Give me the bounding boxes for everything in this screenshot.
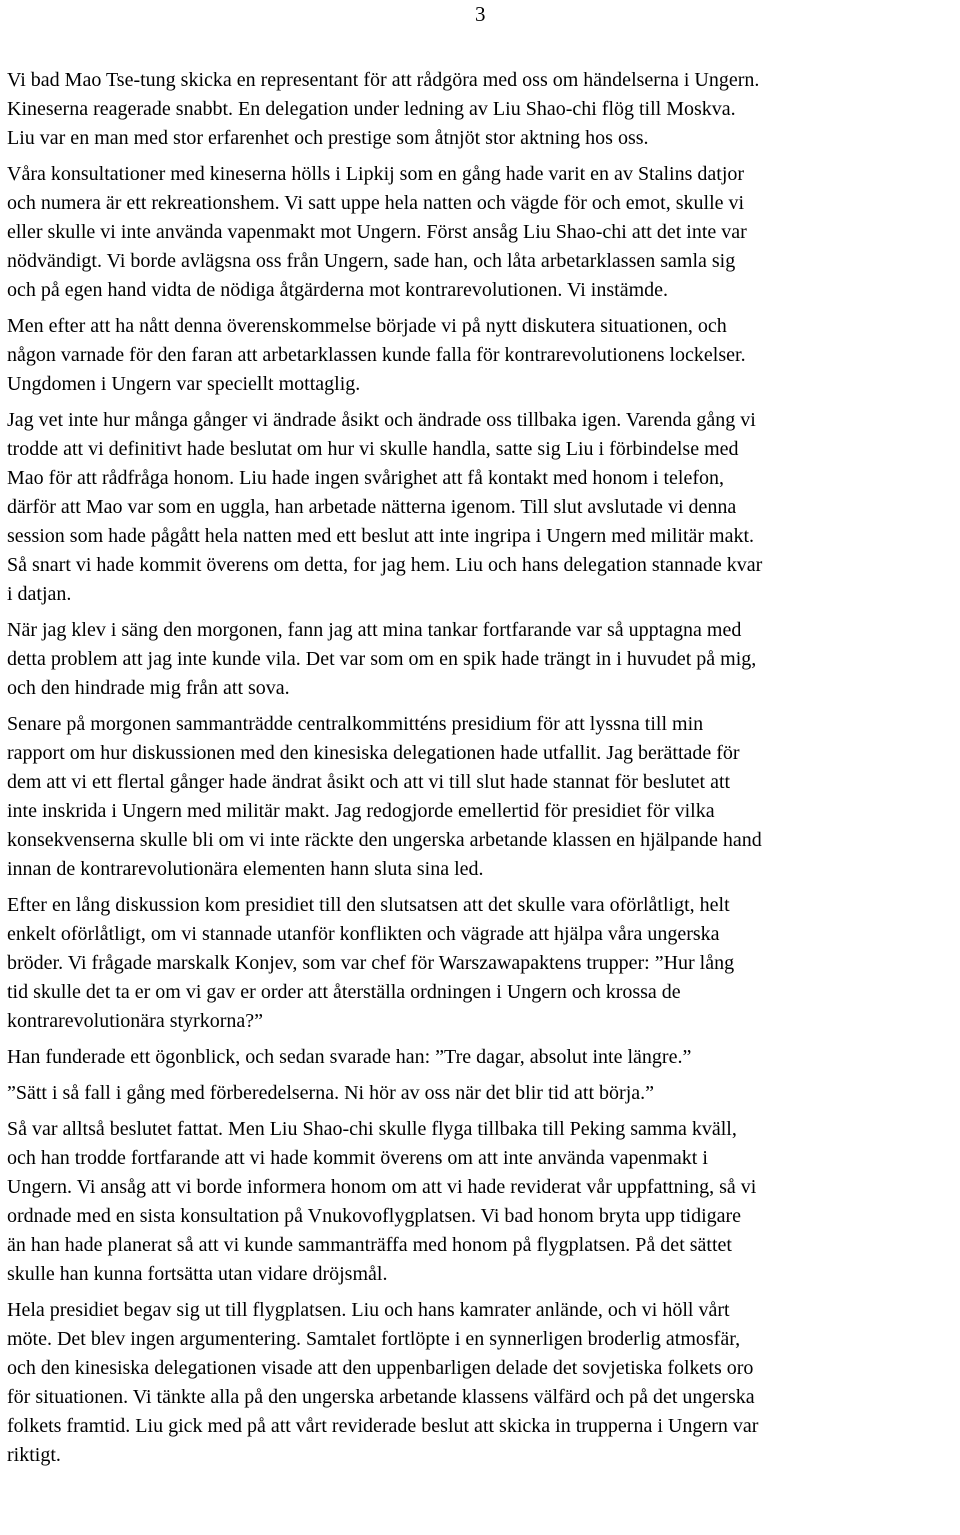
text-line: Ungdomen i Ungern var speciellt mottaglig. (7, 373, 361, 395)
paragraph (7, 312, 957, 399)
text-line: rapport om hur diskussionen med den kinesiska delegationen hade utfallit. Jag berättade för (7, 742, 740, 764)
paragraph (7, 1115, 957, 1289)
text-line: tid skulle det ta er om vi gav er order att återställa ordningen i Ungern och krossa de (7, 981, 681, 1003)
text-line: möte. Det blev ingen argumentering. Samtalet fortlöpte i en synnerligen broderlig atmosfär, (7, 1328, 741, 1350)
text-line: Så snart vi hade kommit överens om detta, for jag hem. Liu och hans delegation stannade kvar (7, 554, 763, 576)
text-line: När jag klev i säng den morgonen, fann jag att mina tankar fortfarande var så upptagna med (7, 619, 742, 641)
text-line: riktigt. (7, 1444, 61, 1466)
paragraph (7, 710, 957, 884)
text-line: folkets framtid. Liu gick med på att vårt reviderade beslut att skicka in trupperna i Ungern var (7, 1415, 759, 1437)
text-line: konsekvenserna skulle bli om vi inte räckte den ungerska arbetande klassen en hjälpande hand (7, 829, 762, 851)
paragraph (7, 66, 957, 153)
text-line: och den kinesiska delegationen visade att den uppenbarligen delade det sovjetiska folkets oro (7, 1357, 754, 1379)
text-line: för situationen. Vi tänkte alla på den ungerska arbetande klassens välfärd och på det ungerska (7, 1386, 755, 1408)
text-line: ordnade med en sista konsultation på Vnukovoflygplatsen. Vi bad honom bryta upp tidigare (7, 1205, 742, 1227)
text-line: session som hade pågått hela natten med ett beslut att inte ingripa i Ungern med militär makt. (7, 525, 755, 547)
paragraph (7, 406, 957, 609)
text-line: än han hade planerat så att vi kunde sammanträffa med honom på flygplatsen. På det sättet (7, 1234, 732, 1256)
paragraph (7, 616, 957, 703)
text-line: någon varnade för den faran att arbetarklassen kunde falla för kontrarevolutionens lockelser. (7, 344, 746, 366)
text-line: Vi bad Mao Tse-tung skicka en representant för att rådgöra med oss om händelserna i Ungern. (7, 69, 760, 91)
text-line: skulle han kunna fortsätta utan vidare dröjsmål. (7, 1263, 388, 1285)
paragraph (7, 1043, 957, 1072)
paragraph (7, 1296, 957, 1470)
text-line: Jag vet inte hur många gånger vi ändrade åsikt och ändrade oss tillbaka igen. Varenda gång vi (7, 409, 756, 431)
text-line: dem att vi ett flertal gånger hade ändrat åsikt och att vi till slut hade stannat för beslutet att (7, 771, 731, 793)
document-body (7, 66, 957, 1477)
text-line: bröder. Vi frågade marskalk Konjev, som var chef för Warszawapaktens trupper: ”Hur lång (7, 952, 735, 974)
paragraph (7, 160, 957, 305)
text-line: detta problem att jag inte kunde vila. Det var som om en spik hade trängt in i huvudet på mig, (7, 648, 757, 670)
text-line: Hela presidiet begav sig ut till flygplatsen. Liu och hans kamrater anlände, och vi höll vårt (7, 1299, 730, 1321)
text-line: Ungern. Vi ansåg att vi borde informera honom om att vi hade reviderat vår uppfattning, så vi (7, 1176, 757, 1198)
paragraph (7, 1079, 957, 1108)
text-line: Senare på morgonen sammanträdde centralkommitténs presidium för att lyssna till min (7, 713, 704, 735)
page-number: 3 (475, 2, 486, 26)
text-line: och på egen hand vidta de nödiga åtgärderna mot kontrarevolutionen. Vi instämde. (7, 279, 669, 301)
text-line: ”Sätt i så fall i gång med förberedelserna. Ni hör av oss när det blir tid att börja.” (7, 1082, 655, 1104)
text-line: och han trodde fortfarande att vi hade kommit överens om att inte använda vapenmakt i (7, 1147, 708, 1169)
text-line: och numera är ett rekreationshem. Vi satt uppe hela natten och vägde för och emot, skulle vi (7, 192, 745, 214)
text-line: enkelt oförlåtligt, om vi stannade utanför konflikten och vägrade att hjälpa våra ungerska (7, 923, 720, 945)
text-line: innan de kontrarevolutionära elementen hann sluta sina led. (7, 858, 484, 880)
text-line: inte inskrida i Ungern med militär makt. Jag redogjorde emellertid för presidiet för vilka (7, 800, 715, 822)
paragraph (7, 891, 957, 1036)
text-line: Mao för att rådfråga honom. Liu hade ingen svårighet att få kontakt med honom i telefon, (7, 467, 725, 489)
text-line: Våra konsultationer med kineserna hölls i Lipkij som en gång hade varit en av Stalins datjor (7, 163, 745, 185)
text-line: Liu var en man med stor erfarenhet och prestige som åtnjöt stor aktning hos oss. (7, 127, 649, 149)
text-line: Han funderade ett ögonblick, och sedan svarade han: ”Tre dagar, absolut inte längre.” (7, 1046, 692, 1068)
text-line: Men efter att ha nått denna överenskommelse började vi på nytt diskutera situationen, och (7, 315, 727, 337)
text-line: i datjan. (7, 583, 72, 605)
text-line: därför att Mao var som en uggla, han arbetade nätterna igenom. Till slut avslutade vi denna (7, 496, 737, 518)
text-line: Kineserna reagerade snabbt. En delegation under ledning av Liu Shao-chi flög till Moskva. (7, 98, 736, 120)
text-line: trodde att vi definitivt hade beslutat om hur vi skulle handla, satte sig Liu i förbindelse med (7, 438, 739, 460)
text-line: Efter en lång diskussion kom presidiet till den slutsatsen att det skulle vara oförlåtligt, helt (7, 894, 730, 916)
text-line: eller skulle vi inte använda vapenmakt mot Ungern. Först ansåg Liu Shao-chi att det inte var (7, 221, 747, 243)
text-line: Så var alltså beslutet fattat. Men Liu Shao-chi skulle flyga tillbaka till Peking samma kväll, (7, 1118, 737, 1140)
text-line: nödvändigt. Vi borde avlägsna oss från Ungern, sade han, och låta arbetarklassen samla sig (7, 250, 736, 272)
text-line: kontrarevolutionära styrkorna?” (7, 1010, 264, 1032)
text-line: och den hindrade mig från att sova. (7, 677, 290, 699)
